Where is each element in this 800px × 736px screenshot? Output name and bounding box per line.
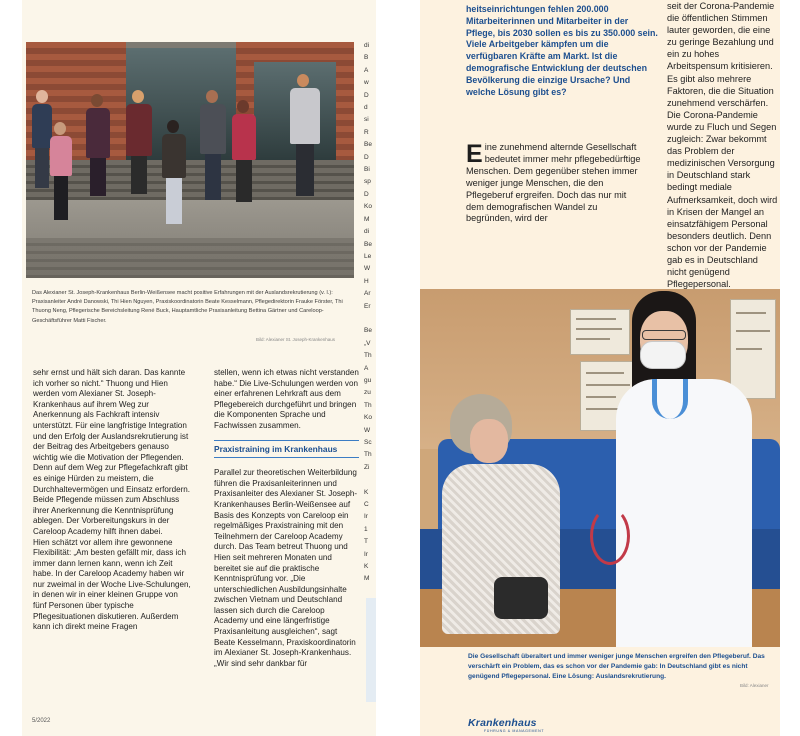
cut-off-line: Bi	[364, 166, 370, 174]
cut-off-line: A	[364, 66, 369, 74]
cut-off-line: sp	[364, 178, 371, 186]
cut-off-line: d	[364, 104, 368, 112]
cut-off-line	[364, 313, 376, 325]
photo-caption: Das Alexianer St. Joseph-Krankenhaus Berlin-Weißensee macht positive Erfahrungen mit der Auslandsrekrutierung (v. l.): Praxisanleiter André Danowski, Thi Hien Nguyen, Praxiskoordinatorin Beate Kesselmann, Pflegedirektorin Frauke Förster, Thi Thuong Neng, Pflegerische Bereichsleitung René Buck, Hauptamtliche Praxisanleitung Bettina Gärtner und Careloop-Geschäftsführer Matti Fischer.	[32, 290, 343, 324]
cut-off-line: W	[364, 265, 371, 273]
cut-off-line: Th	[364, 451, 372, 459]
cut-off-line: w	[364, 79, 369, 87]
cut-off-line: C	[364, 501, 369, 509]
face-mask	[640, 341, 686, 369]
paragraph: stellen, wenn ich etwas nicht verstanden habe.“ Die Live-Schulungen werden von einer erfahrenen Lehrkraft aus dem Pflegebereich durchgeführt und bringen die Komponenten Sprache und Fachwissen zusammen.	[214, 368, 359, 430]
magazine-logo	[468, 717, 537, 729]
cut-off-line: Ko	[364, 203, 372, 211]
cut-off-line: B	[364, 54, 369, 62]
cut-off-line: A	[364, 364, 369, 372]
logo-text: Krankenhaus	[468, 717, 537, 729]
cut-off-line: Be	[364, 240, 372, 248]
logo-subtitle: FÜHRUNG & MANAGEMENT	[484, 729, 545, 733]
cut-off-line: Ko	[364, 414, 372, 422]
group-photo	[26, 42, 354, 278]
cut-off-line: D	[364, 153, 369, 161]
cut-off-line: K	[364, 563, 369, 571]
cut-off-line: Be	[364, 141, 372, 149]
cut-off-line: Th	[364, 401, 372, 409]
issue-number: 5/2022	[32, 718, 51, 724]
nurse-photo	[420, 289, 780, 647]
cut-off-line: D	[364, 190, 369, 198]
intro-text: heitseinrichtungen fehlen 200.000 Mitarbeiterinnen und Mitarbeiter in der Pflege, bis 2030 sollen es bis zu 350.000 sein. Viele Arbeitgeber kämpfen um die verfügbaren Kräfte am Markt. Ist die demografische Entwicklung der deutschen Bevölkerung die einzige Ursache? Und welche Lösung gibt es?	[466, 4, 658, 97]
paragraph: Parallel zur theoretischen Weiterbildung führen die Praxisanleiterinnen und Praxisanleiter des Alexianer St. Joseph-Krankenhauses Berlin-Weißensee auf Basis des Konzepts von Careloop ein regelmäßiges Praxistraining mit den Teilnehmern der Careloop Academy durch. Das Team betreut Thuong und Hien seit mehreren Monaten und bereitet sie auf die praktische Kenntnisprüfung vor. „Die unterschiedlichen Ausbildungsinhalte zwischen Vietnam und Deutschland lassen sich durch die Careloop Academy und eine längerfristige Praxisanleitung ausgleichen“, sagt Beate Kesselmann, Praxiskoordinatorin im Alexianer St. Joseph-Krankenhaus. „Wir sind sehr dankbar für	[214, 468, 358, 668]
paragraph: ine zunehmend alternde Gesellschaft bedeutet immer mehr pflegebedürftige Menschen. Dem gegenüber stehen immer weniger junge Menschen, die den Pflegeberuf ergreifen. Doch das nur mit dem demografischen Wandel zu begründen, wird der	[466, 142, 641, 224]
blood-pressure-cuff	[494, 577, 548, 619]
glasses	[642, 330, 686, 340]
nurse	[616, 379, 752, 647]
cut-off-line: H	[364, 277, 369, 285]
article-column-2	[214, 368, 359, 669]
cut-off-line: T	[364, 538, 368, 546]
page-gutter	[780, 0, 800, 736]
photo-credit: Bild: Alexianer	[740, 683, 769, 688]
page-gutter	[0, 0, 22, 736]
cut-off-line: „V	[364, 339, 371, 347]
cut-off-line: 1	[364, 525, 368, 533]
photo-credit: Bild: Alexianer St. Joseph-Krankenhaus	[256, 337, 336, 342]
cut-off-line: Er	[364, 302, 371, 310]
cut-off-line: Ir	[364, 550, 368, 558]
cut-off-line: K	[364, 488, 369, 496]
drop-cap: E	[466, 140, 483, 168]
cut-off-line: W	[364, 426, 371, 434]
cut-off-column	[364, 40, 376, 730]
paragraph: Hien schätzt vor allem ihre gewonnene Flexibilität: „Am besten gefällt mir, dass ich immer dann lernen kann, wenn ich Zeit habe. In der Careloop Academy haben wir nur zweimal in der Woche Live-Schulungen, in denen wir in einer kleinen Gruppe von fünf Personen über typische Pflegesituationen diskutieren. Außerdem kann ich direkt meine Fragen	[33, 537, 191, 632]
stethoscope	[590, 507, 630, 565]
page-gutter	[376, 0, 420, 736]
cut-off-line: Ar	[364, 290, 371, 298]
cut-off-line: Sc	[364, 439, 372, 446]
cut-off-line: M	[364, 215, 370, 223]
cut-off-line: zu	[364, 389, 371, 397]
cut-off-line: si	[364, 116, 369, 124]
section-heading: Praxistraining im Krankenhaus	[214, 440, 359, 459]
cut-off-line: di	[364, 228, 370, 236]
cut-off-line: Ir	[364, 513, 368, 521]
article-body	[466, 142, 646, 225]
cut-off-line: Th	[364, 352, 372, 360]
cut-off-line: M	[364, 575, 370, 583]
cut-off-line	[364, 474, 376, 486]
cut-off-line: D	[364, 91, 369, 99]
photo-caption: Die Gesellschaft überaltert und immer weniger junge Menschen ergreifen den Pflegeberuf. Das verschärft ein Problem, das es schon vor der Pandemie gab: In Deutschland gibt es nicht genügend Pflegepersonal. Eine Lösung: Auslandsrekrutierung.	[468, 653, 765, 680]
cut-off-line: Be	[364, 327, 372, 335]
cut-off-line: Zi	[364, 463, 370, 471]
cut-off-line: di	[364, 42, 370, 49]
cut-off-line: gu	[364, 376, 372, 384]
cut-off-line: R	[364, 128, 369, 136]
paragraph: sehr ernst und hält sich daran. Das kannte ich vorher so nicht.“ Thuong und Hien werden vom Alexianer St. Joseph-Krankenhaus auf ihrem Weg zur Anerkennung als Fachkraft intensiv unterstützt. Für eine langfristige Integration und den Erfolg der Auslandsrekrutierung ist der Beitrag des Arbeitgebers genauso wichtig wie die Motivation der Pflegenden. Denn auf dem Weg zur Pflegefachkraft gibt es einige Hürden zu meistern, die Durchhaltevermögen und Einsatz erfordern. Beide Pflegende müssen zum Abschluss ihrer Anerkennung die Kenntnisprüfung ablegen. Der Vorbereitungskurs in der Careloop Academy hilft ihnen dabei.	[33, 368, 191, 536]
article-column-1	[33, 368, 193, 633]
cut-off-line: Le	[364, 252, 372, 260]
article-column-right: seit der Corona-Pandemie die öffentlichen Stimmen lauter geworden, die eine zu geringe Bezahlung und ein zu hohes Arbeitspensum kritisieren. Es gibt also mehrere Faktoren, die die Situation zunehmend verschärfen. Die Corona-Pandemie wurde zu Fluch und Segen zugleich: Zwar bekommt das Problem der medizinischen Versorgung in Deutschland stark bedingt mediale Aufmerksamkeit, doch wird in Krisen der Mangel an einsatzfähigem Personal besonders deutlich. Denn schon vor der Pandemie gab es in Deutschland nicht genügend Pflegepersonal.	[667, 1, 778, 290]
